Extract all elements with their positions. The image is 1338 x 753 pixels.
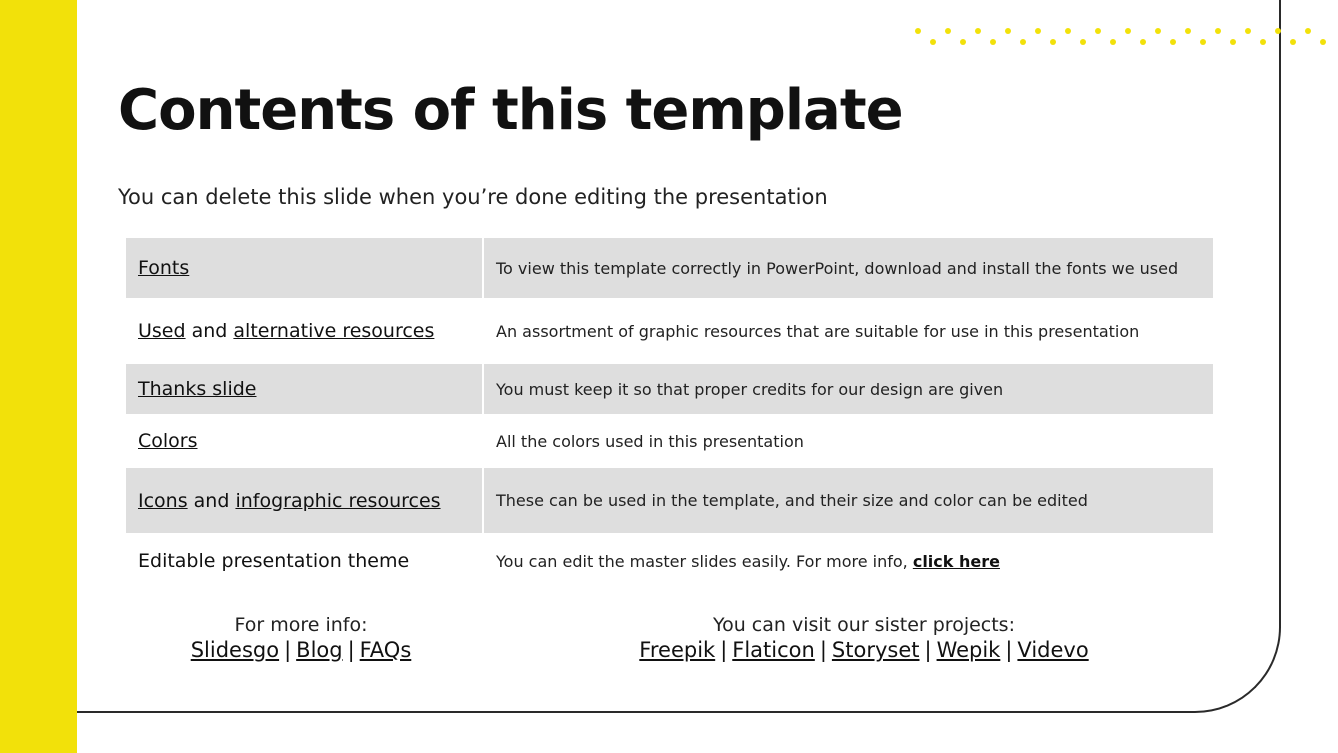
decorative-dot bbox=[990, 39, 996, 45]
footer-more-info bbox=[126, 614, 476, 662]
wepik-link[interactable]: Wepik bbox=[936, 638, 1001, 662]
table-cell-description bbox=[484, 364, 1213, 414]
frame-rounded-corner bbox=[1193, 626, 1281, 713]
link-separator: | bbox=[819, 638, 827, 662]
decorative-dot bbox=[960, 39, 966, 45]
footer-sister-projects bbox=[594, 614, 1134, 662]
decorative-dot bbox=[1245, 28, 1251, 34]
decorative-dot bbox=[1125, 28, 1131, 34]
table-row bbox=[126, 298, 1213, 364]
description-text: An assortment of graphic resources that are suitable for use in this presentation bbox=[496, 321, 1140, 341]
description-text: You can edit the master slides easily. For more info, bbox=[496, 551, 913, 571]
table-cell-topic bbox=[126, 414, 482, 468]
flaticon-link[interactable]: Flaticon bbox=[732, 638, 815, 662]
decorative-dot bbox=[1065, 28, 1071, 34]
contents-table bbox=[126, 238, 1213, 589]
footer-sister-projects-label: You can visit our sister projects: bbox=[713, 614, 1015, 636]
table-cell-topic bbox=[126, 364, 482, 414]
decorative-dot bbox=[915, 28, 921, 34]
colors-link[interactable]: Colors bbox=[138, 430, 198, 452]
table-cell-topic bbox=[126, 298, 482, 364]
table-cell-topic bbox=[126, 468, 482, 533]
description-text: All the colors used in this presentation bbox=[496, 431, 804, 451]
alternative-resources-link[interactable]: alternative resources bbox=[233, 320, 435, 342]
description-text: You must keep it so that proper credits for our design are given bbox=[496, 379, 1004, 399]
frame-border-right bbox=[1279, 0, 1281, 628]
decorative-dot bbox=[1095, 28, 1101, 34]
used-link[interactable]: Used bbox=[138, 320, 186, 342]
decorative-dot bbox=[1035, 28, 1041, 34]
topic-text: and bbox=[185, 320, 234, 342]
decorative-dot bbox=[1230, 39, 1236, 45]
link-separator: | bbox=[924, 638, 932, 662]
fonts-link[interactable]: Fonts bbox=[138, 257, 190, 279]
decorative-dot-pattern bbox=[910, 26, 1338, 50]
decorative-dot bbox=[1050, 39, 1056, 45]
decorative-dot bbox=[1290, 39, 1296, 45]
link-separator: | bbox=[347, 638, 355, 662]
decorative-dot bbox=[1020, 39, 1026, 45]
decorative-dot bbox=[1080, 39, 1086, 45]
decorative-dot bbox=[1215, 28, 1221, 34]
infographic-resources-link[interactable]: infographic resources bbox=[235, 489, 441, 512]
blog-link[interactable]: Blog bbox=[296, 638, 343, 662]
decorative-dot bbox=[1320, 39, 1326, 45]
decorative-dot bbox=[930, 39, 936, 45]
decorative-dot bbox=[1305, 28, 1311, 34]
link-separator: | bbox=[284, 638, 292, 662]
freepik-link[interactable]: Freepik bbox=[639, 638, 716, 662]
frame-border-bottom bbox=[77, 711, 1195, 713]
footer-more-info-label: For more info: bbox=[234, 614, 368, 636]
link-separator: | bbox=[1005, 638, 1013, 662]
table-row bbox=[126, 414, 1213, 468]
table-cell-description bbox=[484, 533, 1213, 589]
decorative-dot bbox=[1200, 39, 1206, 45]
table-cell-description bbox=[484, 238, 1213, 298]
decorative-dot bbox=[1140, 39, 1146, 45]
footer-more-info-links bbox=[126, 638, 476, 662]
decorative-dot bbox=[1005, 28, 1011, 34]
table-cell-topic bbox=[126, 238, 482, 298]
faqs-link[interactable]: FAQs bbox=[359, 638, 412, 662]
link-separator: | bbox=[720, 638, 728, 662]
table-cell-description bbox=[484, 298, 1213, 364]
decorative-dot bbox=[1110, 39, 1116, 45]
table-row bbox=[126, 468, 1213, 533]
slide-title: Contents of this template bbox=[118, 78, 903, 143]
table-cell-topic bbox=[126, 533, 482, 589]
table-row bbox=[126, 533, 1213, 589]
decorative-dot bbox=[945, 28, 951, 34]
decorative-dot bbox=[1275, 28, 1281, 34]
icons-link[interactable]: Icons bbox=[138, 489, 188, 512]
decorative-dot bbox=[1185, 28, 1191, 34]
topic-text: and bbox=[187, 489, 236, 512]
slide-subtitle: You can delete this slide when you’re done editing the presentation bbox=[118, 185, 828, 209]
table-cell-description bbox=[484, 414, 1213, 468]
decorative-dot bbox=[1155, 28, 1161, 34]
table-row bbox=[126, 364, 1213, 414]
description-text: These can be used in the template, and their size and color can be edited bbox=[496, 491, 1088, 510]
table-cell-description bbox=[484, 468, 1213, 533]
decorative-dot bbox=[1260, 39, 1266, 45]
storyset-link[interactable]: Storyset bbox=[831, 638, 920, 662]
click-here-link[interactable]: click here bbox=[912, 551, 1000, 571]
table-row bbox=[126, 238, 1213, 298]
slidesgo-link[interactable]: Slidesgo bbox=[190, 638, 280, 662]
accent-sidebar-bar bbox=[0, 0, 77, 753]
decorative-dot bbox=[1170, 39, 1176, 45]
footer-sister-projects-links bbox=[594, 638, 1134, 662]
thanks-slide-link[interactable]: Thanks slide bbox=[138, 378, 257, 400]
decorative-dot bbox=[975, 28, 981, 34]
topic-text: Editable presentation theme bbox=[138, 550, 410, 572]
videvo-link[interactable]: Videvo bbox=[1017, 638, 1089, 662]
description-text: To view this template correctly in PowerPoint, download and install the fonts we used bbox=[496, 258, 1179, 278]
